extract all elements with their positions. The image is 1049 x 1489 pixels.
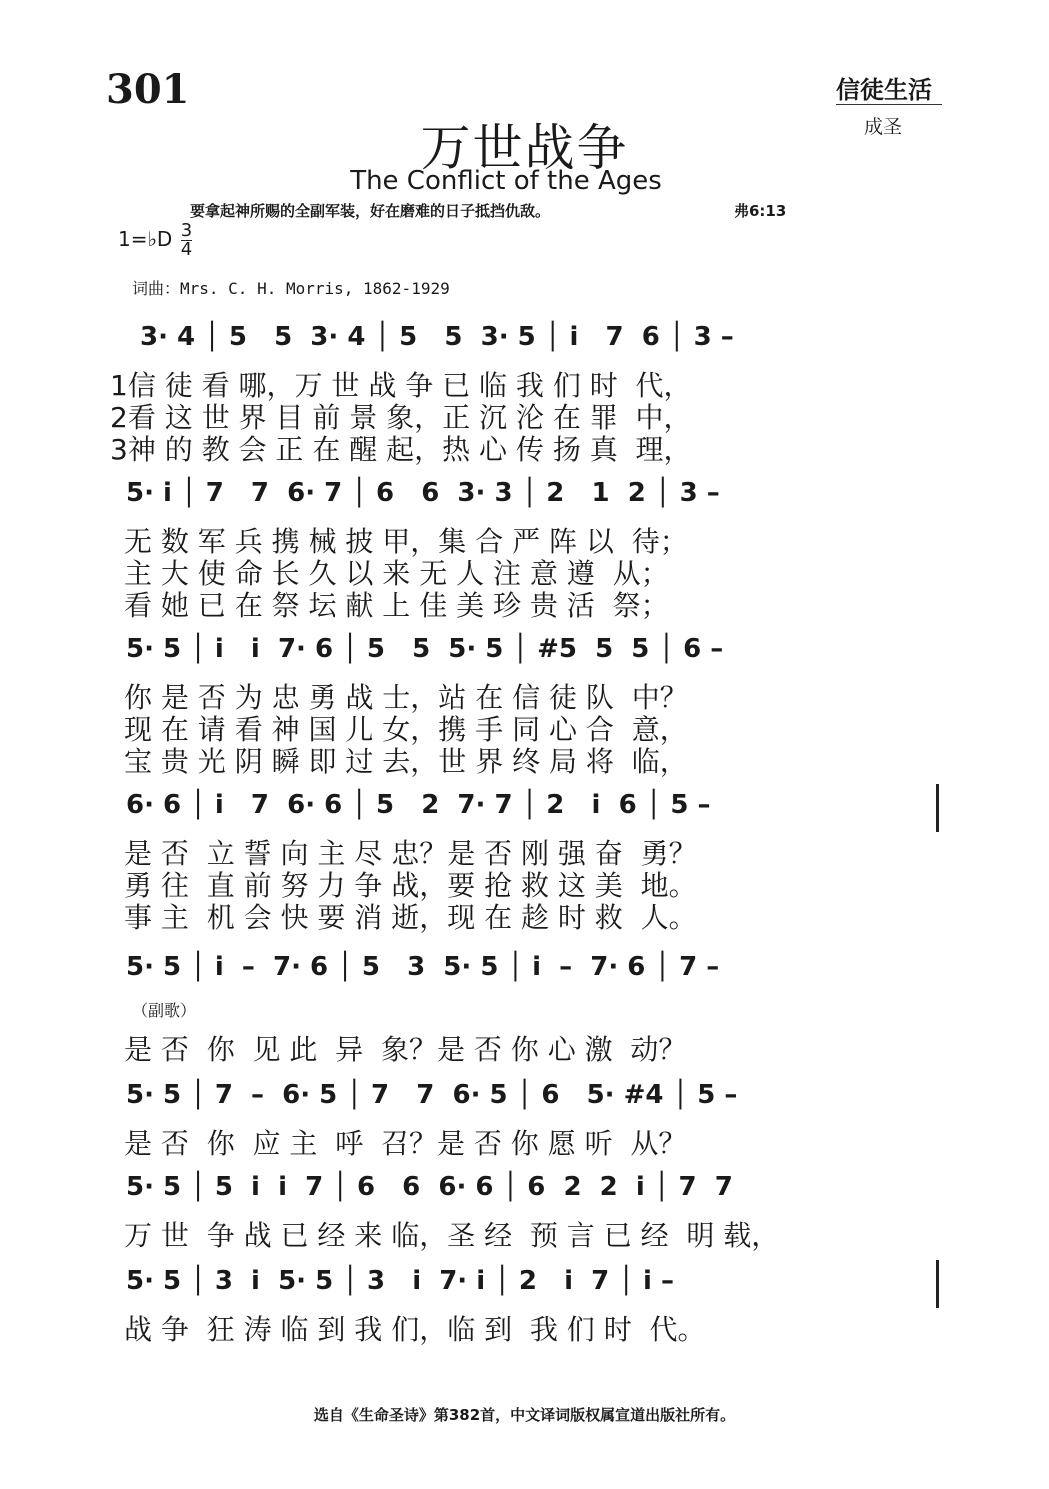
- chorus-label: （副歌）: [132, 1001, 197, 1020]
- double-barline: [936, 784, 939, 832]
- lyric-chorus-row2: 是 否 你 应 主 呼 召？是 否 你 愿 听 从？: [124, 1127, 687, 1160]
- subcategory-label: 成圣: [864, 116, 903, 138]
- music-row-1: 3· 4 │ 5 5 3· 4 │ 5 5 3· 5 │ i 7 6 │ 3 –: [140, 322, 734, 352]
- english-title: The Conflict of the Ages: [350, 166, 662, 196]
- final-double-barline: [936, 1260, 939, 1308]
- music-row-5: 5· 5 │ i – 7· 6 │ 5 3 5· 5 │ i – 7· 6 │ 7 –: [126, 952, 720, 982]
- author-credit: 词曲：Mrs. C. H. Morris, 1862-1929: [132, 279, 450, 298]
- scripture-reference: 弗6:13: [734, 202, 787, 220]
- lyric-chorus-row1: 是 否 你 见 此 异 象？是 否 你 心 激 动？: [124, 1033, 687, 1066]
- hymn-title: 万世战争: [420, 119, 629, 177]
- lyric-verse2-row2: 主 大 使 命 长 久 以 来 无 人 注 意 遵 从；: [124, 557, 669, 590]
- copyright-footer: 选自《生命圣诗》第382首，中文译词版权属宣道出版社所有。: [313, 1406, 736, 1424]
- music-row-7: 5· 5 │ 5 i i 7 │ 6 6 6· 6 │ 6 2 2 i │ 7 7: [126, 1172, 733, 1202]
- lyric-verse3-row3: 宝 贵 光 阴 瞬 即 过 去，世 界 终 局 将 临，: [124, 745, 688, 778]
- lyric-chorus-row3: 万 世 争 战 已 经 来 临，圣 经 预 言 已 经 明 载，: [124, 1219, 780, 1252]
- lyric-verse2-row4: 勇 往 直 前 努 力 争 战，要 抢 救 这 美 地。: [124, 869, 697, 902]
- key-label: 1=♭D: [118, 227, 173, 251]
- music-row-8: 5· 5 │ 3 i 5· 5 │ 3 i 7· i │ 2 i 7 │ i –: [126, 1266, 674, 1296]
- lyric-verse3-row2: 看 她 已 在 祭 坛 献 上 佳 美 珍 贵 活 祭；: [124, 589, 669, 622]
- lyric-verse3-row1: 3神 的 教 会 正 在 醒 起，热 心 传 扬 真 理，: [110, 433, 692, 466]
- lyric-verse1-row1: 1信 徒 看 哪，万 世 战 争 已 临 我 们 时 代，: [110, 369, 692, 402]
- music-row-3: 5· 5 │ i i 7· 6 │ 5 5 5· 5 │ #5 5 5 │ 6 –: [126, 634, 724, 664]
- lyric-verse2-row1: 2看 这 世 界 目 前 景 象，正 沉 沦 在 罪 中，: [110, 401, 692, 434]
- music-row-2: 5· i │ 7 7 6· 7 │ 6 6 3· 3 │ 2 1 2 │ 3 –: [126, 478, 720, 508]
- lyric-verse1-row2: 无 数 军 兵 携 械 披 甲，集 合 严 阵 以 待；: [124, 525, 688, 558]
- time-sig-bottom: 4: [180, 239, 193, 260]
- lyric-verse1-row3: 你 是 否 为 忠 勇 战 士，站 在 信 徒 队 中？: [124, 681, 688, 714]
- hymn-number: 301: [106, 66, 190, 113]
- lyric-verse1-row4: 是 否 立 誓 向 主 尽 忠？是 否 刚 强 奋 勇？: [124, 837, 697, 870]
- time-signature: [181, 222, 192, 259]
- lyric-verse2-row3: 现 在 请 看 神 国 儿 女，携 手 同 心 合 意，: [124, 713, 688, 746]
- category-underline: [836, 104, 942, 105]
- lyric-verse3-row4: 事 主 机 会 快 要 消 逝，现 在 趁 时 救 人。: [124, 901, 697, 934]
- time-sig-top: 3: [180, 220, 193, 241]
- lyric-chorus-row4: 战 争 狂 涛 临 到 我 们，临 到 我 们 时 代。: [124, 1313, 706, 1346]
- music-row-4: 6· 6 │ i 7 6· 6 │ 5 2 7· 7 │ 2 i 6 │ 5 –: [126, 790, 711, 820]
- key-signature: [118, 222, 192, 259]
- scripture-text: 要拿起神所赐的全副军装，好在磨难的日子抵挡仇敌。: [190, 202, 551, 220]
- category-label: 信徒生活: [836, 76, 932, 104]
- music-row-6: 5· 5 │ 7 – 6· 5 │ 7 7 6· 5 │ 6 5· #4 │ 5 –: [126, 1080, 738, 1110]
